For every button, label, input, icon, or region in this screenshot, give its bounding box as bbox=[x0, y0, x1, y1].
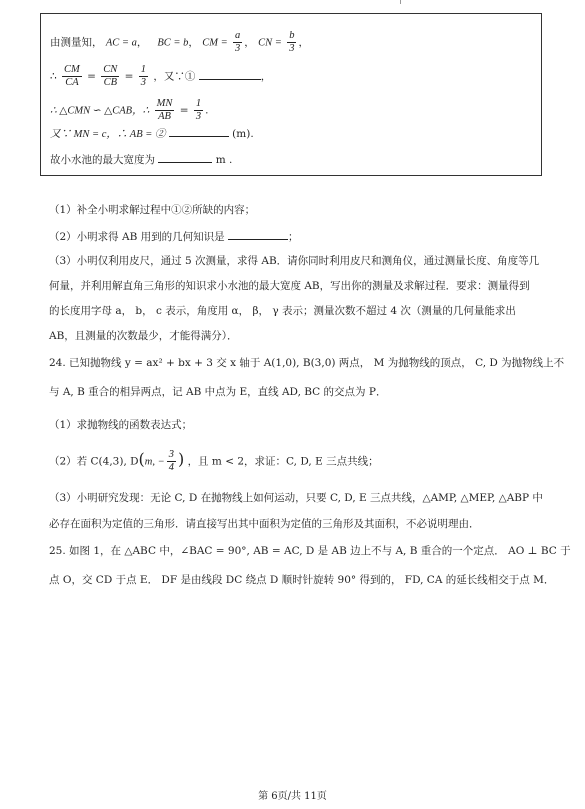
q24-part3-line2: 必存在面积为定值的三角形．请直接写出其中面积为定值的三角形及其面积，不必说明理由． bbox=[49, 518, 480, 530]
q23-part3-line3: 的长度用字母 a， b， c 表示，角度用 α， β， γ 表示；测量次数不超过 4 次（测量的几何量能求出 bbox=[49, 305, 516, 317]
answer-blank-2[interactable] bbox=[169, 126, 229, 137]
q24-part3-line1: （3）小明研究发现：无论 C, D 在抛物线上如何运动，只要 C, D, E 三点共线，△AMP, △MEP, △ABP 中 bbox=[49, 492, 543, 504]
q23-part3-line4: AB，且测量的次数最少，才能得满分）． bbox=[49, 330, 238, 342]
q25-line2: 点 O，交 CD 于点 E． DF 是由线段 DC 绕点 D 顺时针旋转 90° 得到的， FD, CA 的延长线相交于点 M． bbox=[49, 574, 555, 586]
box-line-1: 由测量知， AC = a， BC = b， CM = $\frac{a}{3}$ ， CN = $\frac{b}{3}$ ， bbox=[50, 30, 309, 54]
fraction-cm-ca: $\frac{CM}{CA}$ bbox=[64, 64, 80, 88]
fraction-cn: $\frac{b}{3}$ bbox=[289, 30, 295, 54]
box-line-4: 又∵ MN = c，∴ AB = ② (m). bbox=[50, 128, 254, 140]
fraction-one-third: $\frac{1}{3}$ bbox=[140, 64, 147, 88]
solution-box bbox=[40, 13, 542, 176]
q23-part1: （1）补全小明求解过程中①②所缺的内容； bbox=[49, 204, 256, 216]
q23-part3-line2: 何量，并利用解直角三角形的知识求小水池的最大宽度 AB，写出你的测量及求解过程．要求：测量得到 bbox=[49, 280, 530, 292]
q23-part2: （2）小明求得 AB 用到的几何知识是 ； bbox=[49, 231, 299, 243]
top-mark bbox=[400, 0, 401, 4]
q24-part2: （2）若 C(4,3), D(m, − $\frac{3}{4}$ ) ，且 m < 2，求证：C, D, E 三点共线； bbox=[49, 449, 379, 473]
q24-intro-line1: 24. 已知抛物线 y = ax² + bx + 3 交 x 轴于 A(1,0), B(3,0) 两点， M 为抛物线的顶点， C, D 为抛物线上不 bbox=[49, 357, 565, 369]
answer-blank-3[interactable] bbox=[158, 152, 212, 163]
fraction-three-quarters: $\frac{3}{4}$ bbox=[168, 449, 174, 473]
q25-line1: 25. 如图 1，在 △ABC 中，∠BAC = 90°, AB = AC, D 是 AB 边上不与 A, B 重合的一个定点． AO ⊥ BC 于 bbox=[49, 545, 571, 557]
answer-blank-4[interactable] bbox=[228, 229, 288, 240]
answer-blank-1[interactable] bbox=[199, 69, 261, 80]
q23-part3-line1: （3）小明仅利用皮尺，通过 5 次测量，求得 AB．请你同时利用皮尺和测角仪，通过测量长度、角度等几 bbox=[49, 255, 540, 267]
box-line-5: 故小水池的最大宽度为 m . bbox=[50, 154, 233, 166]
q24-part1: （1）求抛物线的函数表达式； bbox=[49, 419, 193, 431]
box-line-2: ∴ $\frac{CM}{CA}$ = $\frac{CN}{CB}$ = $\frac{1}{3}$ ，又∵① ， bbox=[50, 64, 272, 88]
fraction-mn-ab: $\frac{MN}{AB}$ bbox=[156, 98, 173, 122]
q24-intro-line2: 与 A, B 重合的相异两点，记 AB 中点为 E，直线 AD, BC 的交点为 P． bbox=[49, 386, 387, 398]
fraction-one-third-2: $\frac{1}{3}$ bbox=[195, 98, 202, 122]
fraction-cm: $\frac{a}{3}$ bbox=[235, 30, 241, 54]
page-footer: 第 6页/共 11页 bbox=[258, 791, 327, 802]
box-line-3: ∴ △CMN ∽ △CAB，∴ $\frac{MN}{AB}$ = $\frac{1}{3}$ . bbox=[50, 98, 209, 122]
fraction-cn-cb: $\frac{CN}{CB}$ bbox=[103, 64, 118, 88]
